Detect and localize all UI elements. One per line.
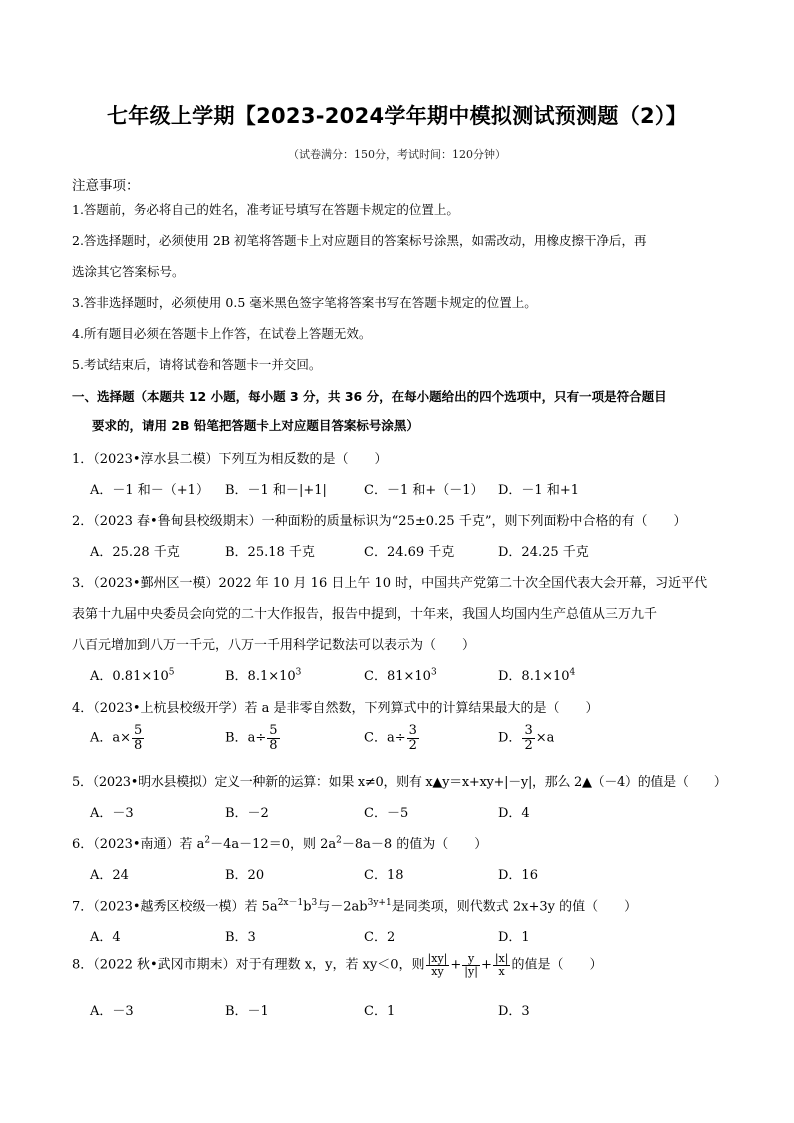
option-letter: B． bbox=[225, 730, 248, 746]
fraction bbox=[522, 724, 534, 752]
q6-option-d: D．16 bbox=[498, 868, 538, 883]
question-8-stem bbox=[72, 953, 602, 977]
q8-option-d: D．3 bbox=[498, 1004, 530, 1019]
numerator: 3 bbox=[524, 723, 533, 738]
q7-option-b: B．3 bbox=[225, 930, 256, 945]
stem-part: 6．（2023•南通）若 a bbox=[72, 837, 205, 852]
q5-option-c: C．－5 bbox=[364, 806, 409, 821]
exponent: 5 bbox=[168, 667, 175, 678]
q5-option-b: B．－2 bbox=[225, 806, 269, 821]
q2-option-a: A．25.28 千克 bbox=[90, 545, 180, 560]
question-4-stem: 4．（2023•上杭县校级开学）若 a 是非零自然数，下列算式中的计算结果最大的是（ ） bbox=[72, 701, 599, 716]
question-3-stem-cont: 八百元增加到八万一千元，八万一千用科学记数法可以表示为（ ） bbox=[72, 638, 476, 653]
q3-option-c bbox=[364, 665, 437, 684]
fraction bbox=[267, 724, 279, 752]
q2-option-c: C．24.69 千克 bbox=[364, 545, 455, 560]
denominator: 2 bbox=[408, 737, 417, 753]
note-item: 5.考试结束后，请将试卷和答题卡一并交回。 bbox=[72, 357, 322, 372]
note-item: 1.答题前，务必将自己的姓名，准考证号填写在答题卡规定的位置上。 bbox=[72, 202, 459, 217]
option-expr: a× bbox=[112, 730, 132, 746]
q3-option-b-text: B．8.1×10 bbox=[225, 669, 296, 684]
option-expr: ×a bbox=[535, 730, 555, 746]
plus-sign: + bbox=[450, 957, 462, 973]
question-3-stem-cont: 表第十九届中央委员会向党的二十大作报告，报告中提到，十年来，我国人均国内生产总值从三万九千 bbox=[72, 607, 658, 622]
numerator: y bbox=[462, 953, 480, 966]
q5-option-d: D．4 bbox=[498, 806, 530, 821]
question-1-stem: 1．（2023•淳水县二模）下列互为相反数的是（ ） bbox=[72, 452, 388, 467]
q4-option-c bbox=[364, 724, 420, 752]
exponent: 3 bbox=[295, 667, 302, 678]
question-7-stem bbox=[72, 895, 637, 914]
q5-option-a: A．－3 bbox=[90, 806, 134, 821]
option-expr: a÷ bbox=[386, 730, 406, 746]
option-letter: D． bbox=[498, 730, 522, 746]
fraction bbox=[426, 953, 450, 977]
stem-part: －4a－12＝0，则 2a bbox=[210, 837, 337, 852]
q6-option-b: B．20 bbox=[225, 868, 265, 883]
stem-part: b bbox=[303, 899, 312, 915]
q3-option-c-text: C．81×10 bbox=[364, 669, 431, 684]
q3-option-a bbox=[90, 665, 175, 684]
numerator: |x| bbox=[494, 952, 509, 965]
q8-option-b: B．－1 bbox=[225, 1004, 269, 1019]
q4-option-a bbox=[90, 724, 145, 752]
stem-part: 是同类项，则代数式 2x+3y 的值（ ） bbox=[391, 899, 638, 915]
question-3-stem: 3．（2023•鄞州区一模）2022 年 10 月 16 日上午 10 时，中国共产党第二十次全国代表大会开幕，习近平代 bbox=[72, 576, 708, 591]
exponent: 2 bbox=[336, 835, 342, 846]
denominator: x bbox=[498, 964, 505, 978]
q8-option-a: A．－3 bbox=[90, 1004, 134, 1019]
q4-option-d bbox=[498, 724, 554, 752]
note-item: 4.所有题目必须在答题卡上作答，在试卷上答题无效。 bbox=[72, 326, 372, 341]
exam-info: （试卷满分：150分，考试时间：120分钟） bbox=[288, 148, 506, 161]
option-expr: a÷ bbox=[247, 730, 267, 746]
q2-option-b: B．25.18 千克 bbox=[225, 545, 315, 560]
question-2-stem: 2．（2023 春•鲁甸县校级期末）一种面粉的质量标识为“25±0.25 千克”，则下列面粉中合格的有（ ） bbox=[72, 514, 687, 529]
stem-part: 的值是（ ） bbox=[511, 957, 603, 973]
q3-option-d bbox=[498, 665, 575, 684]
q1-option-d: D．－1 和+1 bbox=[498, 483, 579, 498]
numerator: 5 bbox=[269, 723, 278, 738]
fraction bbox=[407, 724, 419, 752]
exponent: 2 bbox=[204, 835, 211, 846]
note-item: 3.答非选择题时，必须使用 0.5 毫米黑色签字笔将答案书写在答题卡规定的位置上。 bbox=[72, 295, 537, 310]
q7-option-d: D．1 bbox=[498, 930, 530, 945]
numerator: |xy| bbox=[427, 952, 448, 965]
q8-option-c: C．1 bbox=[364, 1004, 396, 1019]
question-5-stem: 5．（2023•明水县模拟）定义一种新的运算：如果 x≠0，则有 x▲y＝x+xy+|－y|，那么 2▲（－4）的值是（ ） bbox=[72, 775, 727, 790]
denominator: 2 bbox=[524, 737, 533, 753]
plus-sign: + bbox=[480, 957, 492, 973]
q1-option-c: C．－1 和+（－1） bbox=[364, 483, 484, 498]
exponent: 3 bbox=[430, 667, 437, 678]
q6-option-a: A．24 bbox=[90, 868, 129, 883]
denominator: 8 bbox=[134, 737, 143, 753]
stem-part: 与－2ab bbox=[317, 899, 368, 915]
option-letter: C． bbox=[364, 730, 387, 746]
q3-option-b bbox=[225, 665, 301, 684]
denominator: |y| bbox=[464, 964, 478, 978]
stem-part: －8a－8 的值为（ ） bbox=[341, 837, 488, 852]
exponent: 3y+1 bbox=[367, 898, 392, 908]
fraction bbox=[493, 953, 511, 977]
q3-option-a-text: A．0.81×10 bbox=[90, 669, 169, 684]
q7-option-c: C．2 bbox=[364, 930, 396, 945]
fraction bbox=[132, 724, 144, 752]
denominator: xy bbox=[431, 964, 444, 978]
section-heading: 一、选择题（本题共 12 小题，每小题 3 分，共 36 分，在每小题给出的四个选项中，只有一项是符合题目 bbox=[72, 389, 667, 404]
stem-part: 8．（2022 秋•武冈市期末）对于有理数 x，y，若 xy＜0，则 bbox=[72, 957, 425, 973]
exponent: 4 bbox=[569, 667, 576, 678]
notes-heading: 注意事项： bbox=[72, 178, 140, 194]
fraction bbox=[462, 953, 480, 977]
section-heading-cont: 要求的，请用 2B 铅笔把答题卡上对应题目答案标号涂黑） bbox=[92, 418, 419, 433]
numerator: 5 bbox=[134, 723, 143, 738]
q7-option-a: A．4 bbox=[90, 930, 121, 945]
note-item: 选涂其它答案标号。 bbox=[72, 264, 185, 279]
q6-option-c: C．18 bbox=[364, 868, 404, 883]
q3-option-d-text: D．8.1×10 bbox=[498, 669, 570, 684]
numerator: 3 bbox=[408, 723, 417, 738]
exponent: 2x－1 bbox=[277, 898, 304, 908]
note-item: 2.答选择题时，必须使用 2B 初笔将答题卡上对应题目的答案标号涂黑，如需改动，用橡皮擦干净后，再 bbox=[72, 233, 647, 248]
q4-option-b bbox=[225, 724, 281, 752]
q1-option-a: A．－1 和－（+1） bbox=[90, 483, 209, 498]
denominator: 8 bbox=[269, 737, 278, 753]
q2-option-d: D．24.25 千克 bbox=[498, 545, 589, 560]
stem-part: 7．（2023•越秀区校级一模）若 5a bbox=[72, 899, 278, 915]
q1-option-b: B．－1 和－|+1| bbox=[225, 483, 327, 498]
exponent: 3 bbox=[311, 898, 318, 908]
page-title: 七年级上学期【2023-2024学年期中模拟测试预测题（2）】 bbox=[106, 104, 688, 128]
option-letter: A． bbox=[90, 730, 113, 746]
question-6-stem bbox=[72, 833, 487, 852]
